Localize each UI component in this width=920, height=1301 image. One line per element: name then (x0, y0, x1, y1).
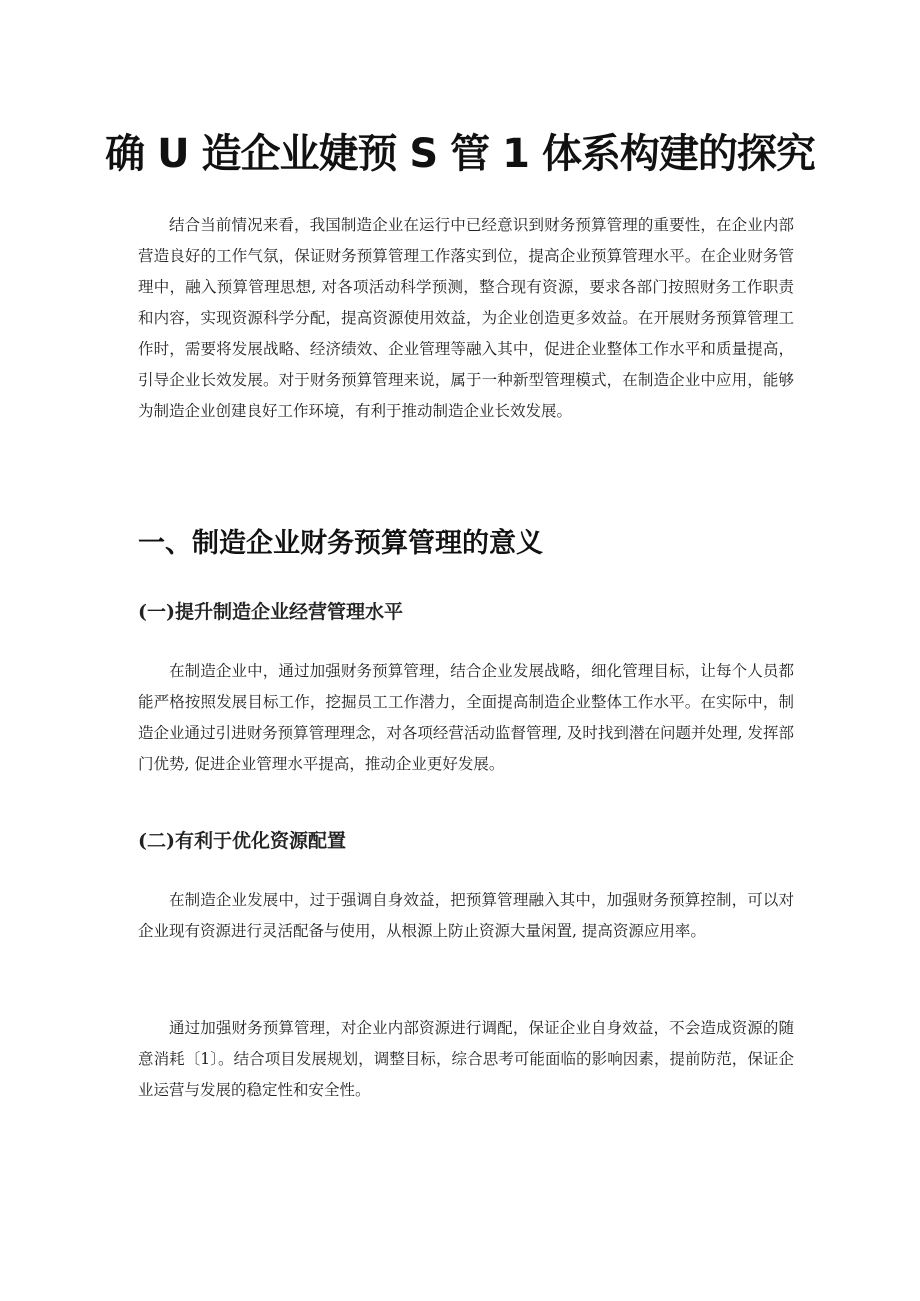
subsection-1-paragraph: 在制造企业中，通过加强财务预算管理，结合企业发展战略，细化管理目标，让每个人员都能严格按照发展目标工作，挖掘员工工作潜力，全面提高制造企业整体工作水平。在实际中，制造企业通过引进财务预算管理理念，对各项经营活动监督管理, 及时找到潜在问题并处理, 发挥部门优势, 促进企业管理水平提高，推动企业更好发展。 (138, 662, 794, 773)
document-title: 确 U 造企业婕预 S 管 1 体系构建的探究 (105, 131, 815, 177)
subsection-heading-1: (一)提升制造企业经营管理水平 (138, 601, 403, 623)
subsection-heading-2: (二)有利于优化资源配置 (138, 830, 346, 852)
intro-paragraph: 结合当前情况来看，我国制造企业在运行中已经意识到财务预算管理的重要性，在企业内部营造良好的工作气氛，保证财务预算管理工作落实到位，提高企业预算管理水平。在企业财务管理中，融入预算管理思想, 对各项活动科学预测，整合现有资源，要求各部门按照财务工作职责和内容，实现资源科学分配，提高资源使用效益，为企业创造更多效益。在开展财务预算管理工作时，需要将发展战略、经济绩效、企业管理等融入其中，促进企业整体工作水平和质量提高，引导企业长效发展。对于财务预算管理来说，属于一种新型管理模式，在制造企业中应用，能够为制造企业创建良好工作环境，有利于推动制造企业长效发展。 (138, 216, 794, 420)
section-heading-1: 一、制造企业财务预算管理的意义 (138, 528, 543, 559)
subsection-2-paragraph-1: 在制造企业发展中，过于强调自身效益，把预算管理融入其中，加强财务预算控制，可以对企业现有资源进行灵活配备与使用，从根源上防止资源大量闲置, 提高资源应用率。 (138, 891, 794, 940)
subsection-2-paragraph-2: 通过加强财务预算管理，对企业内部资源进行调配，保证企业自身效益，不会造成资源的随意消耗〔1〕。结合项目发展规划，调整目标，综合思考可能面临的影响因素，提前防范，保证企业运营与发展的稳定性和安全性。 (138, 1019, 794, 1099)
